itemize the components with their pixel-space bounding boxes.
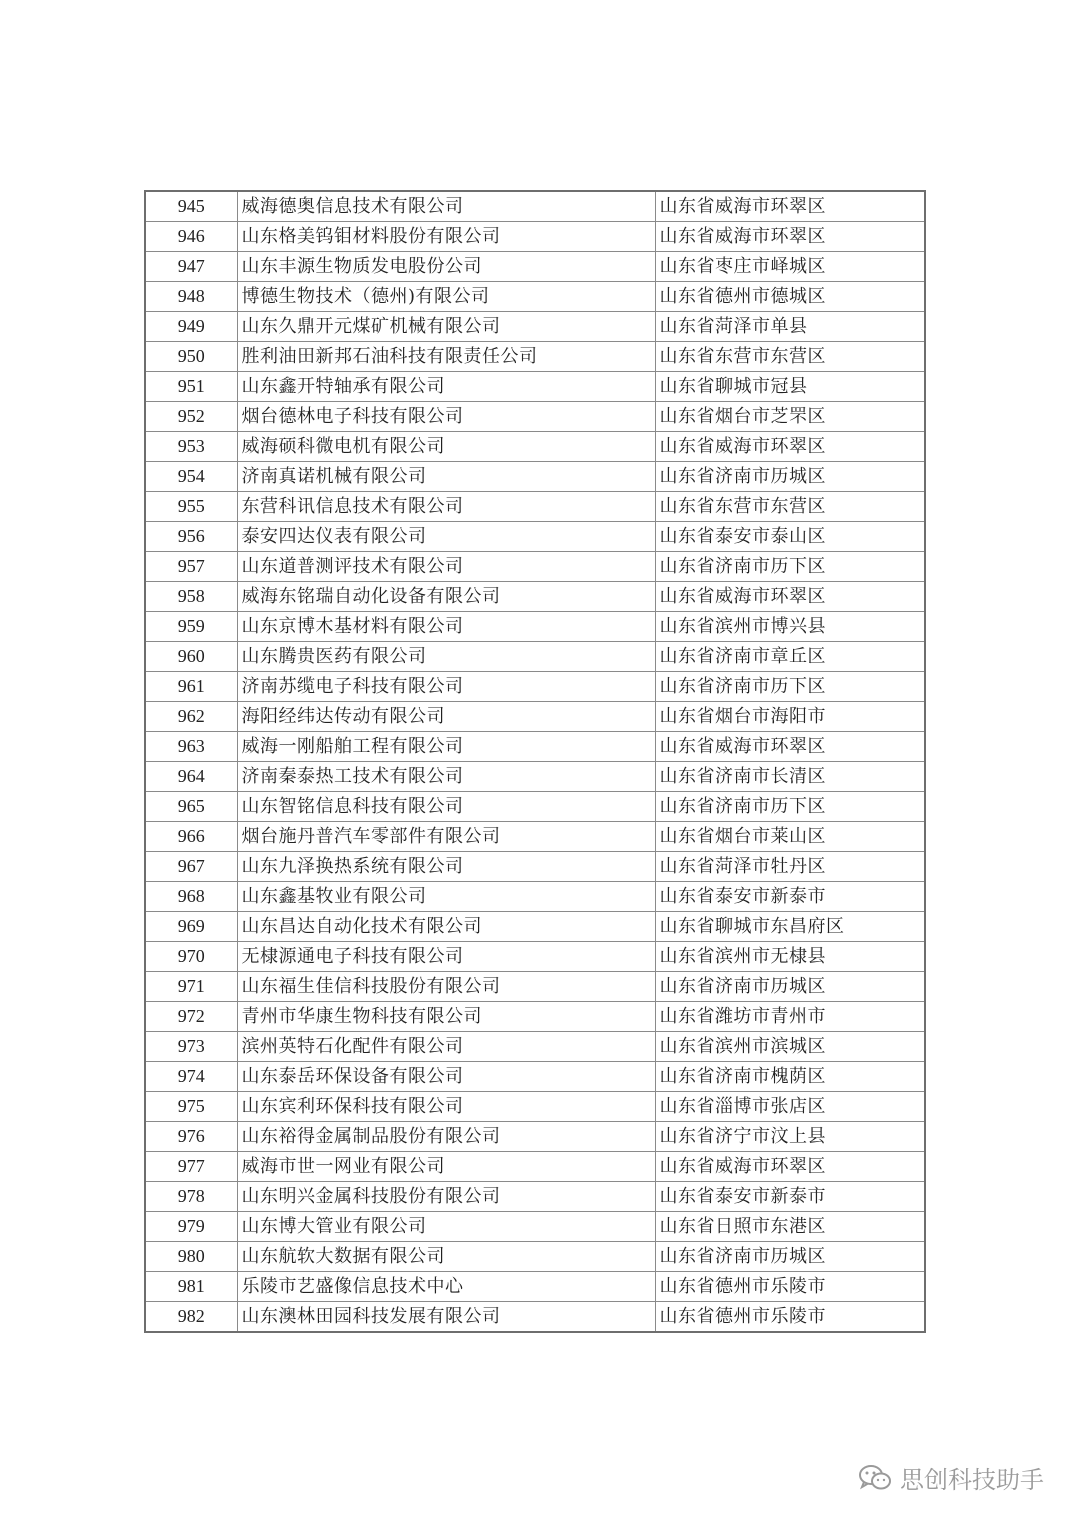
row-number: 977 (145, 1152, 237, 1182)
company-location: 山东省滨州市滨城区 (655, 1032, 925, 1062)
row-number: 965 (145, 792, 237, 822)
table-row (145, 882, 925, 912)
row-number: 976 (145, 1122, 237, 1152)
company-name: 威海东铭瑞自动化设备有限公司 (237, 582, 655, 612)
company-name: 青州市华康生物科技有限公司 (237, 1002, 655, 1032)
row-number: 964 (145, 762, 237, 792)
company-name: 山东鑫开特轴承有限公司 (237, 372, 655, 402)
table-row (145, 702, 925, 732)
company-location: 山东省聊城市冠县 (655, 372, 925, 402)
company-location: 山东省济宁市汶上县 (655, 1122, 925, 1152)
table-row (145, 552, 925, 582)
row-number: 955 (145, 492, 237, 522)
table-row (145, 191, 925, 222)
row-number: 953 (145, 432, 237, 462)
company-name: 山东久鼎开元煤矿机械有限公司 (237, 312, 655, 342)
row-number: 973 (145, 1032, 237, 1062)
company-name: 山东九泽换热系统有限公司 (237, 852, 655, 882)
company-location: 山东省聊城市东昌府区 (655, 912, 925, 942)
table-row (145, 672, 925, 702)
row-number: 952 (145, 402, 237, 432)
company-location: 山东省潍坊市青州市 (655, 1002, 925, 1032)
company-name: 东营科讯信息技术有限公司 (237, 492, 655, 522)
table-row (145, 1182, 925, 1212)
table-row (145, 1032, 925, 1062)
company-location: 山东省济南市历城区 (655, 1242, 925, 1272)
watermark-text: 思创科技助手 (900, 1466, 1044, 1494)
company-location: 山东省滨州市博兴县 (655, 612, 925, 642)
table-row (145, 402, 925, 432)
company-location: 山东省日照市东港区 (655, 1212, 925, 1242)
row-number: 959 (145, 612, 237, 642)
table-row (145, 372, 925, 402)
row-number: 951 (145, 372, 237, 402)
company-name: 泰安四达仪表有限公司 (237, 522, 655, 552)
company-name: 博德生物技术（德州)有限公司 (237, 282, 655, 312)
company-name: 烟台德林电子科技有限公司 (237, 402, 655, 432)
company-name: 山东泰岳环保设备有限公司 (237, 1062, 655, 1092)
company-name: 滨州英特石化配件有限公司 (237, 1032, 655, 1062)
table-row (145, 252, 925, 282)
table-row (145, 852, 925, 882)
row-number: 949 (145, 312, 237, 342)
company-name: 山东明兴金属科技股份有限公司 (237, 1182, 655, 1212)
table-row (145, 642, 925, 672)
row-number: 967 (145, 852, 237, 882)
table-row (145, 1122, 925, 1152)
row-number: 961 (145, 672, 237, 702)
table-row (145, 1092, 925, 1122)
table-row (145, 1152, 925, 1182)
table-row (145, 612, 925, 642)
company-location: 山东省滨州市无棣县 (655, 942, 925, 972)
company-name: 济南苏缆电子科技有限公司 (237, 672, 655, 702)
company-location: 山东省威海市环翠区 (655, 1152, 925, 1182)
row-number: 947 (145, 252, 237, 282)
table-row (145, 792, 925, 822)
row-number: 982 (145, 1302, 237, 1333)
company-location: 山东省泰安市新泰市 (655, 882, 925, 912)
company-name: 烟台施丹普汽车零部件有限公司 (237, 822, 655, 852)
company-location: 山东省济南市历城区 (655, 462, 925, 492)
company-name: 威海市世一网业有限公司 (237, 1152, 655, 1182)
company-list-table-wrapper (144, 190, 924, 1333)
table-row (145, 912, 925, 942)
company-name: 无棣源通电子科技有限公司 (237, 942, 655, 972)
company-name: 胜利油田新邦石油科技有限责任公司 (237, 342, 655, 372)
table-row (145, 972, 925, 1002)
table-row (145, 942, 925, 972)
row-number: 968 (145, 882, 237, 912)
company-name: 山东博大管业有限公司 (237, 1212, 655, 1242)
wechat-icon (858, 1464, 892, 1492)
company-location: 山东省威海市环翠区 (655, 191, 925, 222)
company-name: 威海一刚船舶工程有限公司 (237, 732, 655, 762)
company-location: 山东省济南市历城区 (655, 972, 925, 1002)
table-body (145, 191, 925, 1332)
row-number: 945 (145, 191, 237, 222)
table-row (145, 732, 925, 762)
watermark (858, 1460, 1044, 1495)
row-number: 970 (145, 942, 237, 972)
company-location: 山东省济南市章丘区 (655, 642, 925, 672)
row-number: 946 (145, 222, 237, 252)
company-location: 山东省枣庄市峄城区 (655, 252, 925, 282)
company-location: 山东省威海市环翠区 (655, 732, 925, 762)
company-location: 山东省菏泽市单县 (655, 312, 925, 342)
table-row (145, 222, 925, 252)
row-number: 975 (145, 1092, 237, 1122)
company-location: 山东省济南市历下区 (655, 552, 925, 582)
row-number: 980 (145, 1242, 237, 1272)
company-name: 济南真诺机械有限公司 (237, 462, 655, 492)
row-number: 971 (145, 972, 237, 1002)
row-number: 960 (145, 642, 237, 672)
company-location: 山东省泰安市泰山区 (655, 522, 925, 552)
table-row (145, 492, 925, 522)
company-location: 山东省德州市德城区 (655, 282, 925, 312)
company-location: 山东省济南市历下区 (655, 672, 925, 702)
row-number: 978 (145, 1182, 237, 1212)
company-name: 山东澳林田园科技发展有限公司 (237, 1302, 655, 1333)
table-row (145, 1272, 925, 1302)
row-number: 966 (145, 822, 237, 852)
table-row (145, 762, 925, 792)
company-location: 山东省威海市环翠区 (655, 432, 925, 462)
company-name: 山东宾利环保科技有限公司 (237, 1092, 655, 1122)
company-name: 山东丰源生物质发电股份公司 (237, 252, 655, 282)
row-number: 954 (145, 462, 237, 492)
company-name: 山东鑫基牧业有限公司 (237, 882, 655, 912)
company-name: 山东昌达自动化技术有限公司 (237, 912, 655, 942)
company-name: 山东腾贵医药有限公司 (237, 642, 655, 672)
company-location: 山东省济南市长清区 (655, 762, 925, 792)
company-location: 山东省淄博市张店区 (655, 1092, 925, 1122)
company-name: 山东京博木基材料有限公司 (237, 612, 655, 642)
table-row (145, 282, 925, 312)
row-number: 957 (145, 552, 237, 582)
company-location: 山东省济南市槐荫区 (655, 1062, 925, 1092)
table-row (145, 342, 925, 372)
table-row (145, 822, 925, 852)
table-row (145, 1242, 925, 1272)
company-location: 山东省烟台市莱山区 (655, 822, 925, 852)
row-number: 974 (145, 1062, 237, 1092)
row-number: 981 (145, 1272, 237, 1302)
table-row (145, 1062, 925, 1092)
row-number: 956 (145, 522, 237, 552)
company-name: 山东裕得金属制品股份有限公司 (237, 1122, 655, 1152)
row-number: 963 (145, 732, 237, 762)
table-row (145, 1302, 925, 1333)
company-location: 山东省威海市环翠区 (655, 222, 925, 252)
row-number: 979 (145, 1212, 237, 1242)
company-name: 乐陵市艺盛像信息技术中心 (237, 1272, 655, 1302)
row-number: 950 (145, 342, 237, 372)
company-location: 山东省泰安市新泰市 (655, 1182, 925, 1212)
row-number: 958 (145, 582, 237, 612)
company-name: 山东航软大数据有限公司 (237, 1242, 655, 1272)
table-row (145, 462, 925, 492)
company-location: 山东省德州市乐陵市 (655, 1302, 925, 1333)
company-name: 山东道普测评技术有限公司 (237, 552, 655, 582)
table-row (145, 1002, 925, 1032)
company-name: 山东福生佳信科技股份有限公司 (237, 972, 655, 1002)
row-number: 969 (145, 912, 237, 942)
table-row (145, 1212, 925, 1242)
company-location: 山东省威海市环翠区 (655, 582, 925, 612)
table-row (145, 522, 925, 552)
company-location: 山东省济南市历下区 (655, 792, 925, 822)
company-location: 山东省德州市乐陵市 (655, 1272, 925, 1302)
row-number: 962 (145, 702, 237, 732)
company-name: 济南秦泰热工技术有限公司 (237, 762, 655, 792)
company-name: 海阳经纬达传动有限公司 (237, 702, 655, 732)
company-name: 威海硕科微电机有限公司 (237, 432, 655, 462)
company-location: 山东省菏泽市牡丹区 (655, 852, 925, 882)
company-location: 山东省东营市东营区 (655, 492, 925, 522)
table-row (145, 432, 925, 462)
company-name: 威海德奥信息技术有限公司 (237, 191, 655, 222)
company-location: 山东省烟台市海阳市 (655, 702, 925, 732)
table-row (145, 312, 925, 342)
row-number: 972 (145, 1002, 237, 1032)
company-location: 山东省东营市东营区 (655, 342, 925, 372)
table-row (145, 582, 925, 612)
company-list-table (144, 190, 926, 1333)
company-location: 山东省烟台市芝罘区 (655, 402, 925, 432)
company-name: 山东格美钨钼材料股份有限公司 (237, 222, 655, 252)
company-name: 山东智铭信息科技有限公司 (237, 792, 655, 822)
row-number: 948 (145, 282, 237, 312)
